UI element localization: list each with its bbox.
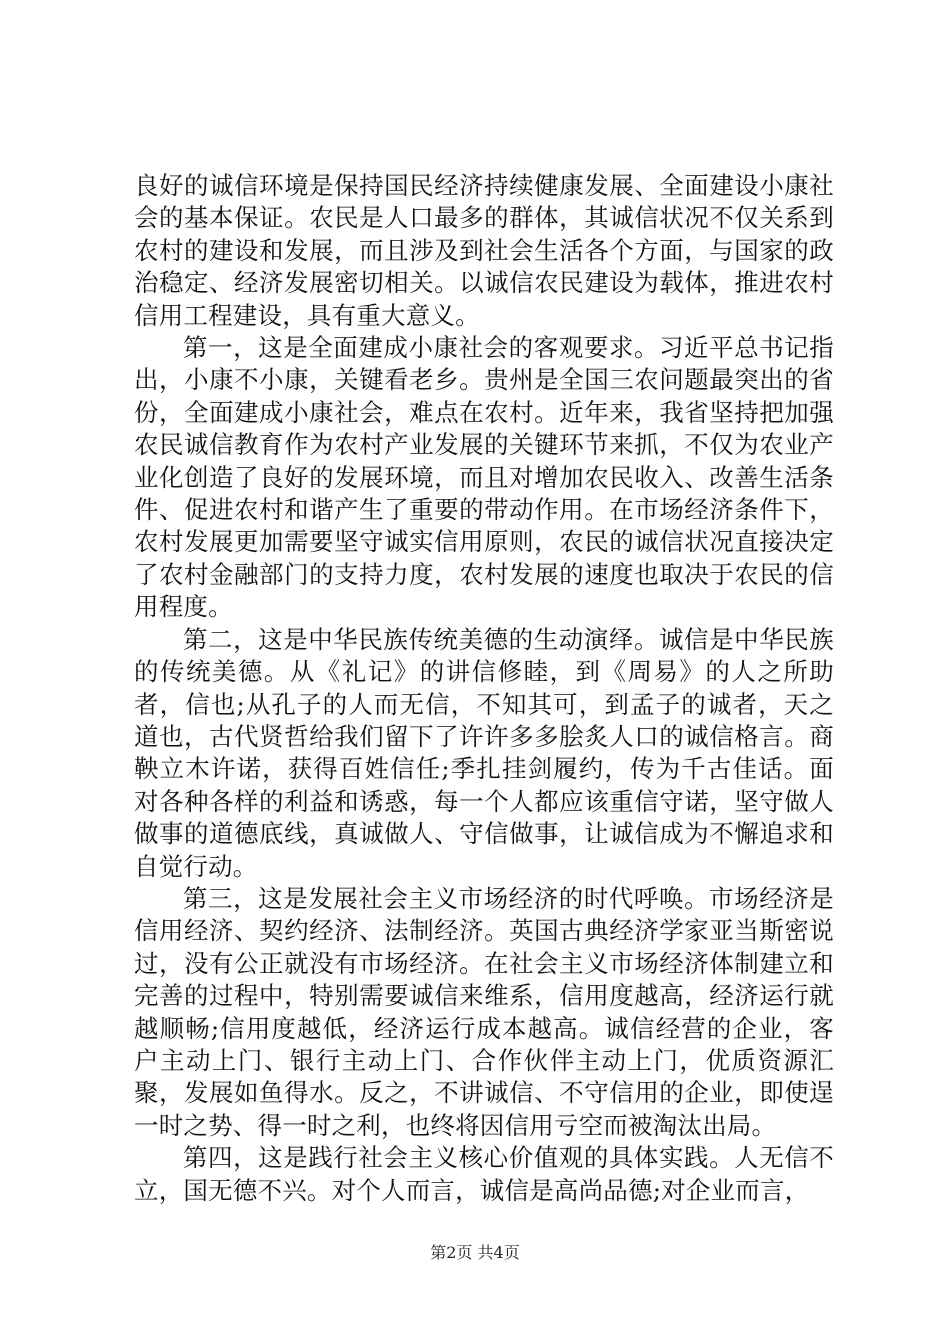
document-body [134, 170, 834, 1207]
paragraph-fourth: 第四，这是践行社会主义核心价值观的具体实践。人无信不立，国无德不兴。对个人而言，诚信是高尚品德;对企业而言， [134, 1143, 834, 1205]
paragraph-first: 第一，这是全面建成小康社会的客观要求。习近平总书记指出，小康不小康，关键看老乡。贵州是全国三农问题最突出的省份，全面建成小康社会，难点在农村。近年来，我省坚持把加强农民诚信教育作为农村产业发展的关键环节来抓，不仅为农业产业化创造了良好的发展环境，而且对增加农民收入、改善生活条件、促进农村和谐产生了重要的带动作用。在市场经济条件下，农村发展更加需要坚守诚实信用原则，农民的诚信状况直接决定了农村金融部门的支持力度，农村发展的速度也取决于农民的信用程度。 [134, 333, 834, 622]
page-number-footer: 第2页 共4页 [430, 1243, 520, 1262]
paragraph-intro: 良好的诚信环境是保持国民经济持续健康发展、全面建设小康社会的基本保证。农民是人口最多的群体，其诚信状况不仅关系到农村的建设和发展，而且涉及到社会生活各个方面，与国家的政治稳定、经济发展密切相关。以诚信农民建设为载体，推进农村信用工程建设，具有重大意义。 [134, 171, 834, 330]
paragraph-third: 第三，这是发展社会主义市场经济的时代呼唤。市场经济是信用经济、契约经济、法制经济。英国古典经济学家亚当斯密说过，没有公正就没有市场经济。在社会主义市场经济体制建立和完善的过程中，特别需要诚信来维系，信用度越高，经济运行就越顺畅;信用度越低，经济运行成本越高。诚信经营的企业，客户主动上门、银行主动上门、合作伙伴主动上门，优质资源汇聚，发展如鱼得水。反之，不讲诚信、不守信用的企业，即使逞一时之势、得一时之利，也终将因信用亏空而被淘汰出局。 [134, 883, 834, 1140]
paragraph-second: 第二，这是中华民族传统美德的生动演绎。诚信是中华民族的传统美德。从《礼记》的讲信修睦，到《周易》的人之所助者，信也;从孔子的人而无信，不知其可，到孟子的诚者，天之道也，古代贤哲给我们留下了许许多多脍炙人口的诚信格言。商鞅立木许诺，获得百姓信任;季扎挂剑履约，传为千古佳话。面对各种各样的利益和诱惑，每一个人都应该重信守诺，坚守做人做事的道德底线，真诚做人、守信做事，让诚信成为不懈追求和自觉行动。 [134, 624, 834, 881]
